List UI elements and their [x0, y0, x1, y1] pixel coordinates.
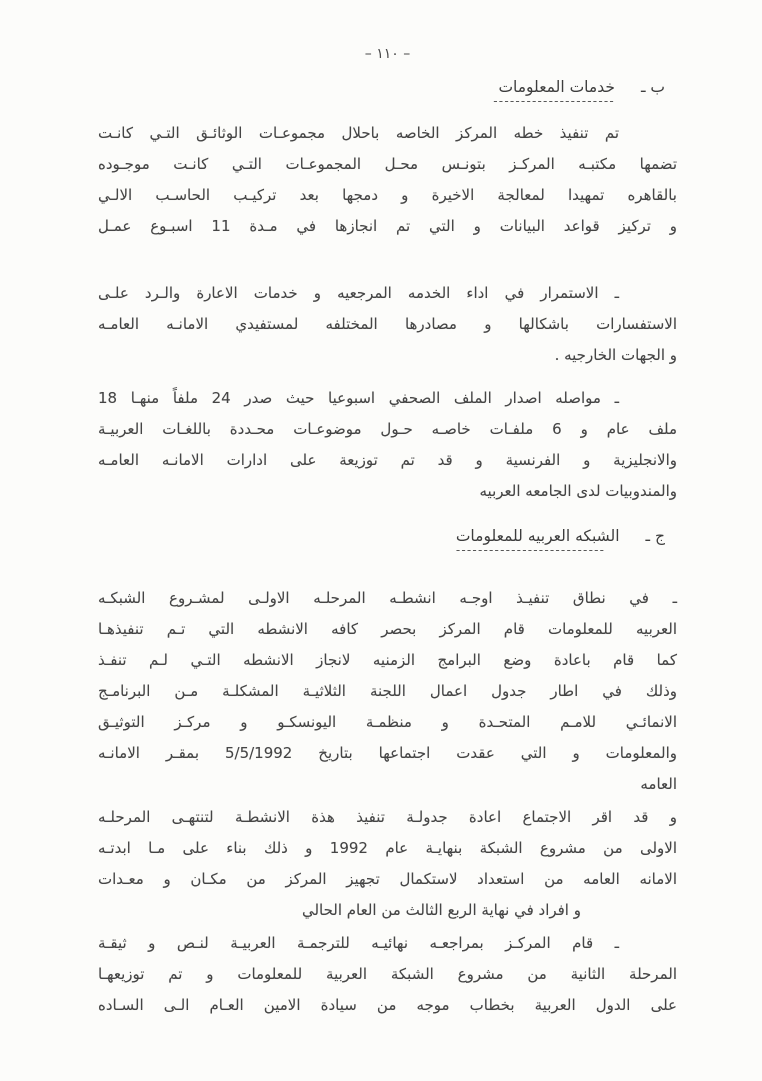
paragraph-line: على الدول العربية بخطاب موجه من سيادة الامين العـام الـى السـاده: [98, 996, 677, 1014]
paragraph: [98, 383, 677, 507]
paragraph: [98, 802, 677, 926]
paragraph-line: ـ في نطاق تنفيـذ اوجـه انشطـه المرحلـه الاولـى لمشـروع الشبكـه: [98, 589, 677, 607]
heading-prefix: ج ـ: [645, 527, 665, 545]
paragraph-line: الاستفسارات باشكالها و مصادرها المختلفه لمستفيدي الامانـه العامـه: [98, 315, 677, 333]
paragraph-line: ـ الاستمرار في اداء الخدمه المرجعيه و خدمات الاعارة والـرد علـى: [98, 284, 619, 302]
paragraph: [98, 118, 677, 242]
paragraph-line: ـ قام المركـز بمراجعـه نهائيـه للترجمـة العربيـة لنـص و ثيقـة: [98, 934, 619, 952]
paragraph-line: العامه: [640, 775, 677, 793]
paragraph: [98, 278, 677, 371]
paragraph-line: بالقاهره تمهيدا لمعالجة الاخيرة و دمجها بعد تركيـب الحاسـب الالـي: [98, 186, 677, 204]
paragraph-line: ملف عام و 6 ملفـات خاصـه حـول موضوعـات محـددة باللغـات العربيـة: [98, 420, 677, 438]
paragraph-line: الانمائـي للامـم المتحـدة و منظمـة اليونسكـو و مركـز التوثيـق: [98, 713, 677, 731]
section-heading: [98, 78, 677, 106]
paragraph-line: تم تنفيذ خطه المركز الخاصه باحلال مجموعـات الوثائـق التـي كانـت: [98, 124, 619, 142]
heading-title: خدمات المعلومات: [498, 78, 615, 96]
paragraph-line: والمعلومات و التي عقدت اجتماعها بتاريخ 5/5/1992 بمقـر الامانـه: [98, 744, 677, 762]
paragraph-line: المرحلة الثانية من مشروع الشبكة العربية للمعلومات و تم توزيعهـا: [98, 965, 677, 983]
paragraph-line: تضمها مكتبـه المركـز بتونـس محـل المجموعـات التـي كانـت موجـوده: [98, 155, 677, 173]
paragraph-line: و الجهات الخارجيه .: [554, 346, 677, 364]
paragraph-line: الامانه العامه من استعداد لاستكمال تجهيز المركز من مكـان و معـدات: [98, 870, 677, 888]
paragraph-line: كما قام باعادة وضع البرامج الزمنيه لانجاز الانشطه التـي لـم تنفـذ: [98, 651, 677, 669]
heading-title: الشبكه العربيه للمعلومات: [455, 527, 620, 545]
heading-prefix: ب ـ: [640, 78, 665, 96]
paragraph-line: العربيه للمعلومات قام المركز بحصر كافه الانشطه التي تـم تنفيذهـا: [98, 620, 677, 638]
heading-underline: ----------------------: [493, 94, 615, 108]
paragraph: [98, 928, 677, 1021]
document-body: [98, 78, 677, 1021]
paragraph: [98, 583, 677, 800]
paragraph-line: والانجليزية و الفرنسية و قد تم توزيعة على ادارات الامانـه العامـه: [98, 451, 677, 469]
paragraph-line: و تركيز قواعد البيانات و التي تم انجازها في مـدة 11 اسبـوع عمـل: [98, 217, 677, 235]
page-number: – ١١٠ –: [364, 46, 411, 62]
paragraph-line: و افراد في نهاية الربع الثالث من العام الحالي: [301, 901, 581, 919]
section-heading: [98, 527, 677, 555]
heading-underline: ---------------------------: [455, 543, 606, 557]
paragraph-line: ـ مواصله اصدار الملف الصحفي اسبوعيا حيث صدر 24 ملفاً منهـا 18: [98, 389, 619, 407]
paragraph-line: و قد اقر الاجتماع اعادة جدولـة تنفيذ هذة الانشطـة لتنتهـى المرحلـه: [98, 808, 677, 826]
paragraph-line: والمندوبيات لدى الجامعه العربيه: [479, 482, 677, 500]
paragraph-line: وذلك في اطار جدول اعمال اللجنة الثلاثيـة المشكلـة مـن البرنامـج: [98, 682, 677, 700]
paragraph-line: الاولى من مشروع الشبكة بنهايـة عام 1992 و ذلك بناء على مـا ابدتـه: [98, 839, 677, 857]
